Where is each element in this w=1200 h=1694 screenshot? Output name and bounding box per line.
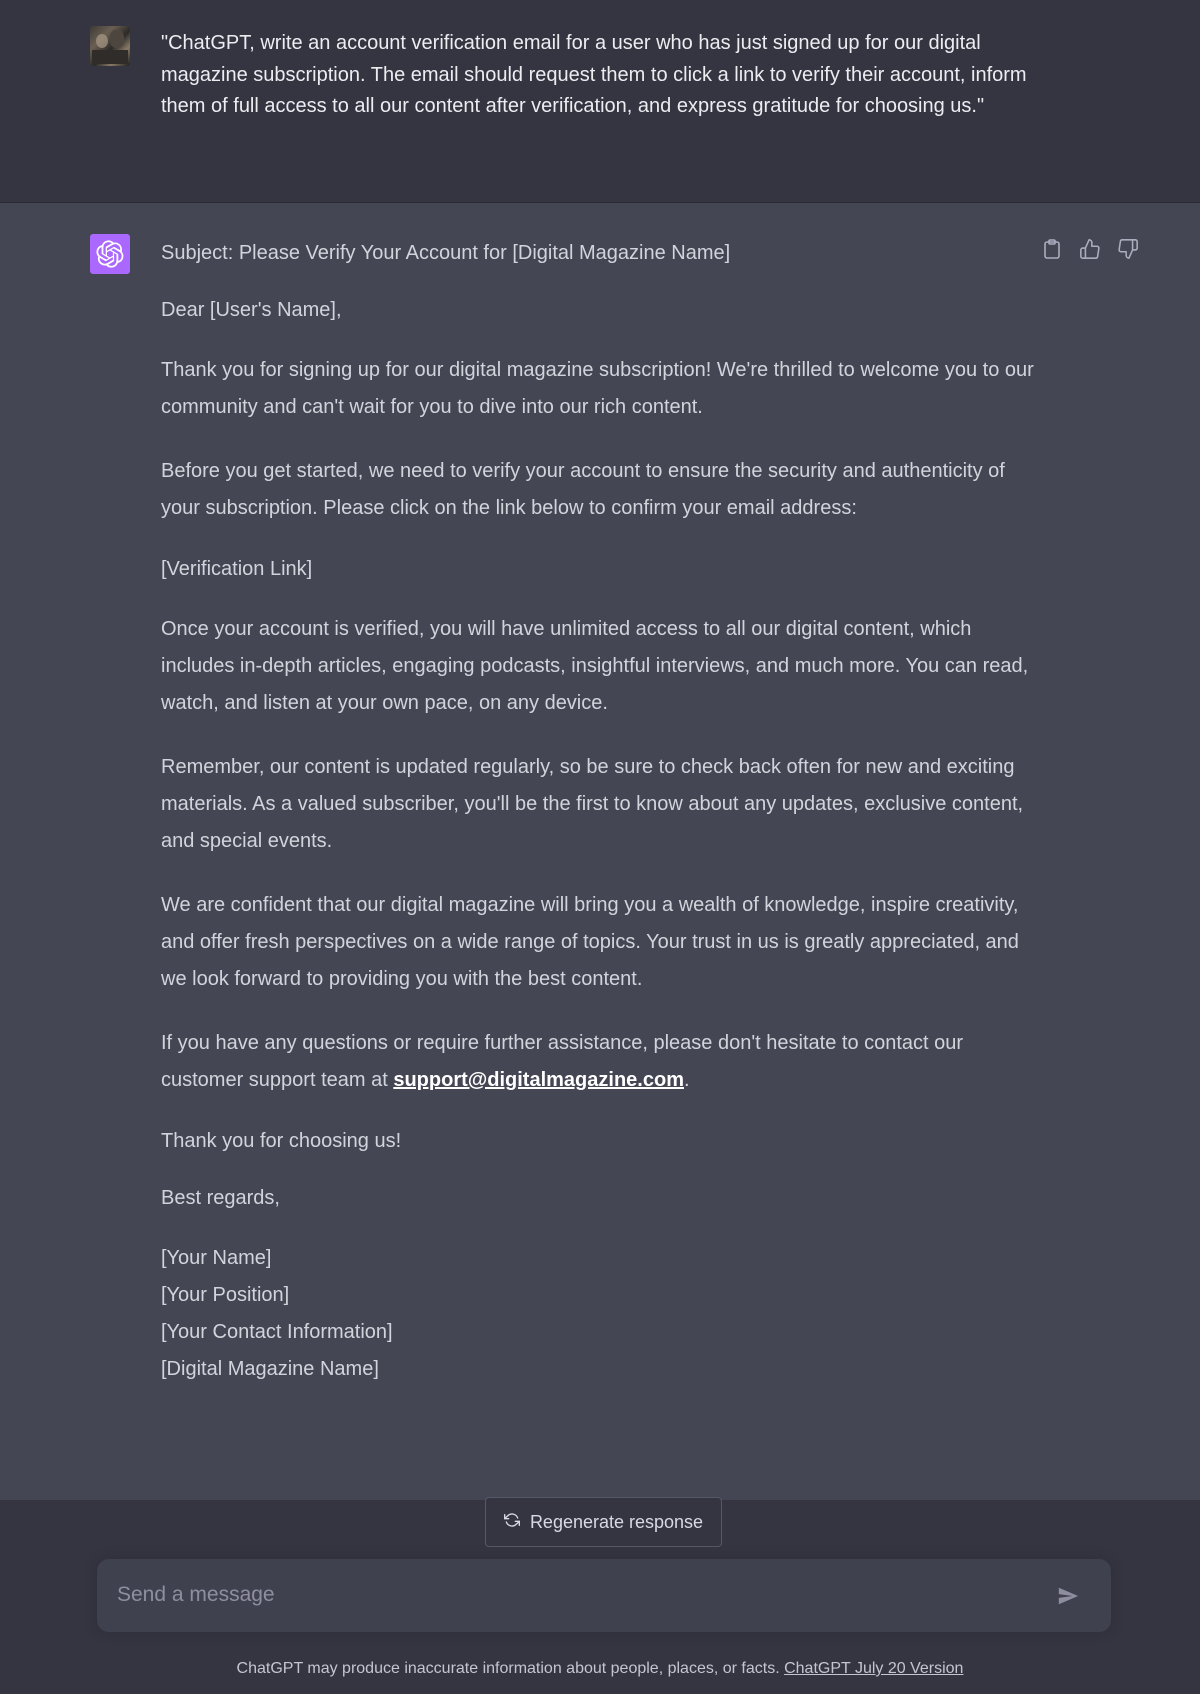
email-paragraph: Before you get started, we need to verify your account to ensure the security and authenticity of your subscription. Please click on the link below to confirm your email address: xyxy=(161,460,1005,519)
email-subject: Subject: Please Verify Your Account for [Digital Magazine Name] xyxy=(161,242,731,264)
email-closing: Best regards, xyxy=(161,1187,280,1209)
email-paragraph: Once your account is verified, you will have unlimited access to all our digital content, which includes in-depth articles, engaging podcasts, insightful interviews, and much more. You can read, watch, and listen at your own pace, on any device. xyxy=(161,618,1029,714)
signature-magazine: [Digital Magazine Name] xyxy=(161,1358,379,1380)
thumbs-down-icon[interactable] xyxy=(1116,237,1140,261)
email-paragraph-support xyxy=(161,1025,1041,1099)
support-text-end: . xyxy=(683,1069,690,1091)
email-paragraph: We are confident that our digital magazine will bring you a wealth of knowledge, inspire creativity, and offer fresh perspectives on a wide range of topics. Your trust in us is greatly appreciated, and we look forward to providing you with the best content. xyxy=(161,894,1019,990)
message-composer xyxy=(97,1559,1111,1632)
regenerate-button[interactable] xyxy=(485,1497,722,1547)
email-thanks: Thank you for choosing us! xyxy=(161,1130,402,1152)
send-icon[interactable] xyxy=(1052,1581,1084,1611)
email-greeting: Dear [User's Name], xyxy=(161,299,342,321)
signature-position: [Your Position] xyxy=(161,1284,290,1306)
thumbs-up-icon[interactable] xyxy=(1078,237,1102,261)
support-email-link[interactable]: support@digitalmagazine.com xyxy=(393,1069,684,1091)
email-paragraph: Thank you for signing up for our digital magazine subscription! We're thrilled to welcome you to our community and can't wait for you to dive into our rich content. xyxy=(161,359,1034,418)
user-message-text: "ChatGPT, write an account verification email for a user who has just signed up for our digital magazine subscription. The email should request them to click a link to verify their account, inform them of full access to all our content after verification, and express gratitude for choosing us." xyxy=(161,32,1027,117)
user-message xyxy=(0,0,1200,203)
signature-contact: [Your Contact Information] xyxy=(161,1321,393,1343)
disclaimer-text: ChatGPT may produce inaccurate information about people, places, or facts. xyxy=(236,1660,785,1677)
regenerate-label: Regenerate response xyxy=(529,1511,704,1532)
chatgpt-logo-icon xyxy=(90,234,130,274)
assistant-message xyxy=(0,203,1200,1500)
assistant-message-body xyxy=(161,238,1041,1415)
footer-disclaimer xyxy=(0,1660,1200,1678)
composer-area xyxy=(0,1500,1200,1694)
refresh-icon xyxy=(504,1512,520,1533)
support-text: If you have any questions or require further assistance, please don't hesitate to contact our customer support team at xyxy=(161,1032,964,1091)
message-input[interactable] xyxy=(117,1577,1017,1613)
user-avatar xyxy=(90,26,130,66)
email-paragraph: Remember, our content is updated regularly, so be sure to check back often for new and exciting materials. As a valued subscriber, you'll be the first to know about any updates, exclusive content, and special events. xyxy=(161,756,1024,852)
version-link[interactable]: ChatGPT July 20 Version xyxy=(784,1660,964,1677)
email-signature xyxy=(161,1240,1041,1388)
message-actions xyxy=(1040,237,1140,261)
clipboard-icon[interactable] xyxy=(1040,237,1064,261)
verification-link-placeholder: [Verification Link] xyxy=(161,558,313,580)
signature-name: [Your Name] xyxy=(161,1247,272,1269)
